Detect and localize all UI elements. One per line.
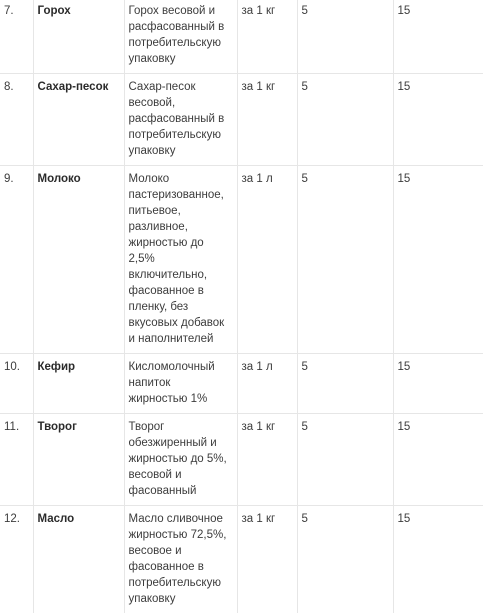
table-row [0,166,483,354]
table-row [0,414,483,506]
value-a: 5 [297,506,393,613]
product-description: Кисломолочный напиток жирностью 1% [124,354,237,414]
value-a: 5 [297,414,393,506]
value-b: 15 [393,74,483,166]
product-name: Горох [33,0,124,74]
product-name: Кефир [33,354,124,414]
value-a: 5 [297,166,393,354]
unit: за 1 кг [237,0,297,74]
unit: за 1 л [237,166,297,354]
unit: за 1 л [237,354,297,414]
product-description: Сахар-песок весовой, расфасованный в потребительскую упаковку [124,74,237,166]
row-number: 12. [0,506,33,613]
row-number: 10. [0,354,33,414]
unit: за 1 кг [237,74,297,166]
product-name: Сахар-песок [33,74,124,166]
product-name: Творог [33,414,124,506]
value-a: 5 [297,354,393,414]
row-number: 7. [0,0,33,74]
value-b: 15 [393,506,483,613]
value-b: 15 [393,0,483,74]
value-b: 15 [393,354,483,414]
product-description: Молоко пастеризованное, питьевое, разливное, жирностью до 2,5% включительно, фасованное в пленку, без вкусовых добавок и наполнителей [124,166,237,354]
value-b: 15 [393,166,483,354]
value-a: 5 [297,0,393,74]
table-row [0,506,483,613]
row-number: 9. [0,166,33,354]
value-b: 15 [393,414,483,506]
row-number: 8. [0,74,33,166]
table-row [0,0,483,74]
table-row [0,354,483,414]
row-number: 11. [0,414,33,506]
unit: за 1 кг [237,506,297,613]
unit: за 1 кг [237,414,297,506]
product-name: Масло [33,506,124,613]
product-description: Творог обезжиренный и жирностью до 5%, весовой и фасованный [124,414,237,506]
value-a: 5 [297,74,393,166]
product-description: Горох весовой и расфасованный в потребительскую упаковку [124,0,237,74]
table-row [0,74,483,166]
product-name: Молоко [33,166,124,354]
product-description: Масло сливочное жирностью 72,5%, весовое и фасованное в потребительскую упаковку [124,506,237,613]
